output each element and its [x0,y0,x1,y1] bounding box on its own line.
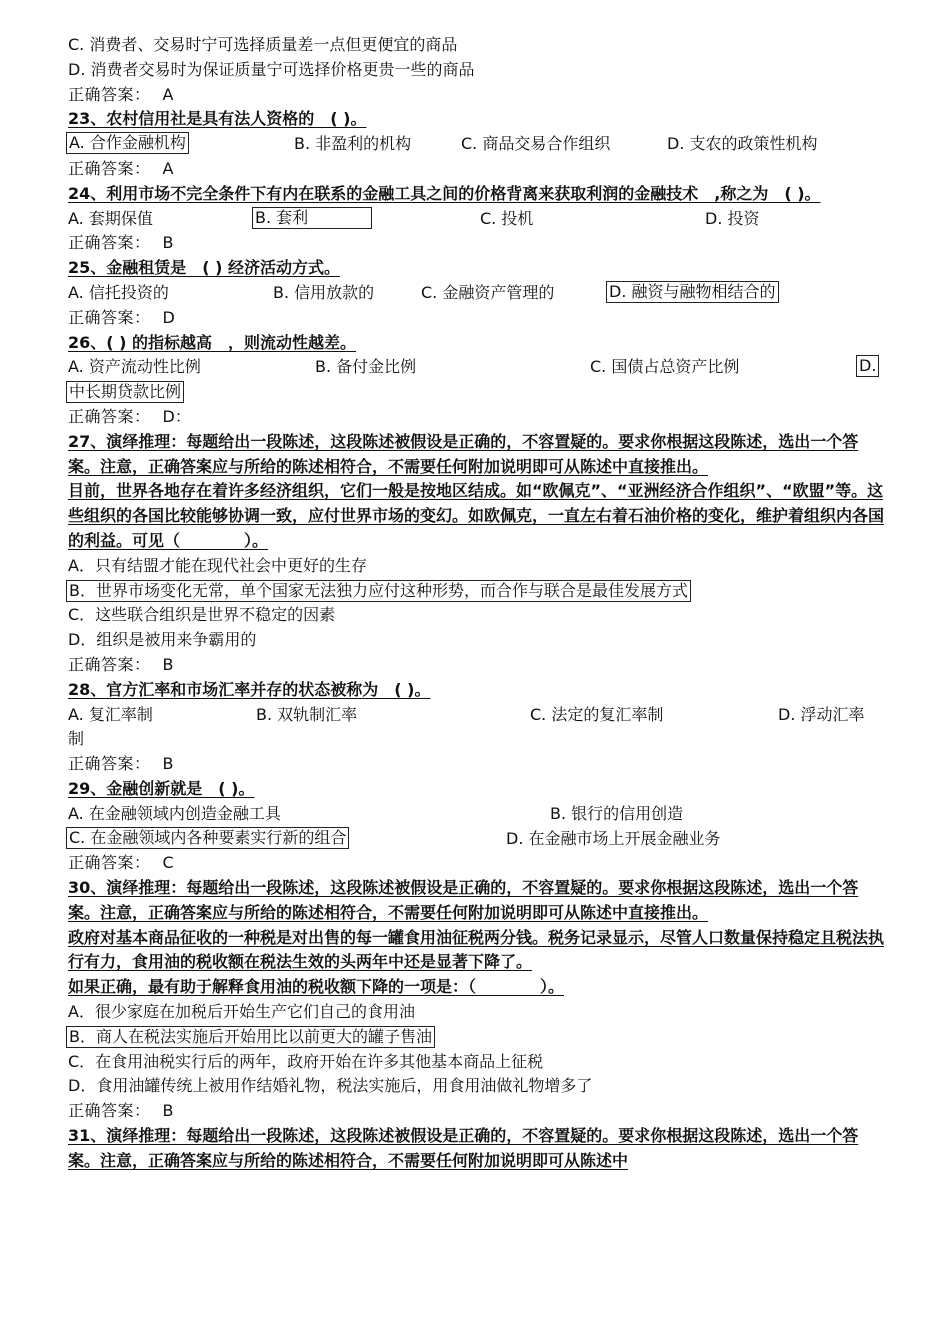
answer-line [68,83,884,108]
answer-value: B [162,1101,174,1121]
answer-label: 正确答案： [68,406,151,426]
option-30-a: A．很少家庭在加税后开始生产它们自己的食用油 [68,1002,415,1022]
answer-label: 正确答案： [68,158,151,178]
option-27-d: D．组织是被用来争霸用的 [68,630,257,650]
option-24-c: C. 投机 [480,208,534,228]
question-27-stem: 目前，世界各地存在着许多经济组织，它们一般是按地区结成。如“欧佩克”、“亚洲经济合作组织”、“欧盟”等。这些组织的各国比较能够协调一致，应付世界市场的变幻。如欧佩克，一直左右着石油价格的变化，维护着组织内各国的利益。可见（ ）。 [68,481,885,550]
question-29-options-row1 [68,802,884,827]
answer-label: 正确答案： [68,307,151,327]
option-26-c: C. 国债占总资产比例 [590,357,740,377]
question-29-options-row2 [68,827,884,852]
question-26-title: 26、( ) 的指标越高 ，则流动性越差。 [68,332,357,352]
option-25-d: D. 融资与融物相结合的 [606,281,779,303]
option-28-d: D. 浮动汇率 [778,704,865,724]
document-page [68,33,884,1174]
question-24-options [68,207,884,232]
answer-value: D [162,307,175,327]
question-25-options [68,281,884,306]
question-28-options [68,703,884,728]
question-28-title: 28、官方汇率和市场汇率并存的状态被称为 ( )。 [68,679,431,699]
answer-line [68,851,884,876]
answer-value: B [162,754,174,774]
option-25-a: A. 信托投资的 [68,282,169,302]
answer-value: B [162,233,174,253]
question-23-options [68,132,884,157]
option-24-a: A. 套期保值 [68,208,153,228]
option-27-b: B．世界市场变化无常，单个国家无法独力应付这种形势，而合作与联合是最佳发展方式 [66,580,691,602]
option-30-c: C．在食用油税实行后的两年，政府开始在许多其他基本商品上征税 [68,1051,544,1071]
answer-value: B [162,654,174,674]
question-27-title: 27、演绎推理：每题给出一段陈述，这段陈述被假设是正确的，不容置疑的。要求你根据这段陈述，选出一个答案。注意，正确答案应与所给的陈述相符合，不需要任何附加说明即可从陈述中直接推出。 [68,431,859,476]
option-26-d-continued: 中长期贷款比例 [66,381,184,403]
answer-line [68,157,884,182]
option-23-a: A. 合作金融机构 [66,132,189,154]
answer-value: A [162,84,174,104]
answer-label: 正确答案： [68,84,151,104]
option-28-a: A. 复汇率制 [68,704,153,724]
option-27-b-row [68,579,884,604]
option-29-d: D. 在金融市场上开展金融业务 [506,828,721,848]
answer-line [68,231,884,256]
option-28-c: C. 法定的复汇率制 [530,704,664,724]
answer-label: 正确答案： [68,1101,151,1121]
option-23-c: C. 商品交易合作组织 [461,134,611,154]
option-29-a: A. 在金融领域内创造金融工具 [68,803,281,823]
answer-line [68,306,884,331]
answer-line [68,752,884,777]
question-30-ask: 如果正确，最有助于解释食用油的税收额下降的一项是：（ ）。 [68,977,565,997]
answer-value: D： [162,406,191,426]
answer-value: A [162,158,174,178]
question-30-title: 30、演绎推理：每题给出一段陈述，这段陈述被假设是正确的，不容置疑的。要求你根据这段陈述，选出一个答案。注意，正确答案应与所给的陈述相符合，不需要任何附加说明即可从陈述中直接推出。 [68,878,859,922]
option-29-b: B. 银行的信用创造 [550,803,684,823]
option-26-d: D. [856,355,879,377]
option-25-b: B. 信用放款的 [273,282,375,302]
answer-label: 正确答案： [68,654,151,674]
question-23-title: 23、农村信用社是具有法人资格的 ( )。 [68,109,367,129]
question-24-title: 24、利用市场不完全条件下有内在联系的金融工具之间的价格背离来获取利润的金融技术 ,称之为 ( )。 [68,183,821,203]
option-30-d: D．食用油罐传统上被用作结婚礼物，税法实施后，用食用油做礼物增多了 [68,1076,593,1096]
question-26-options [68,355,884,380]
question-25-title: 25、金融租赁是 ( ) 经济活动方式。 [68,258,341,278]
option-30-b-row [68,1025,884,1050]
answer-line [68,1099,884,1124]
question-29-title: 29、金融创新就是 ( )。 [68,778,255,798]
option-24-d: D. 投资 [705,208,760,228]
answer-label: 正确答案： [68,233,151,253]
option-30-b: B．商人在税法实施后开始用比以前更大的罐子售油 [66,1026,435,1048]
option-28-d-continued: 制 [68,729,85,749]
option-27-a: A．只有结盟才能在现代社会中更好的生存 [68,555,367,575]
option-26-b: B. 备付金比例 [315,357,417,377]
option-25-c: C. 金融资产管理的 [421,282,555,302]
option-23-b: B. 非盈利的机构 [294,134,412,154]
answer-label: 正确答案： [68,853,151,873]
answer-line [68,405,884,430]
option-line: C. 消费者、交易时宁可选择质量差一点但更便宜的商品 [68,35,458,54]
question-31-title: 31、演绎推理：每题给出一段陈述，这段陈述被假设是正确的，不容置疑的。要求你根据这段陈述，选出一个答案。注意，正确答案应与所给的陈述相符合，不需要任何附加说明即可从陈述中 [68,1126,859,1170]
answer-value: C [162,853,174,873]
question-30-stem: 政府对基本商品征收的一种税是对出售的每一罐食用油征税两分钱。税务记录显示，尽管人口数量保持稳定且税法执行有力，食用油的税收额在税法生效的头两年中还是显著下降了。 [68,927,885,972]
option-line: D. 消费者交易时为保证质量宁可选择价格更贵一些的商品 [68,59,475,79]
option-23-d: D. 支农的政策性机构 [667,134,818,154]
answer-line [68,653,884,678]
answer-label: 正确答案： [68,754,151,774]
option-24-b: B. 套利 [252,207,372,229]
option-29-c: C. 在金融领域内各种要素实行新的组合 [66,827,349,849]
option-27-c: C．这些联合组织是世界不稳定的因素 [68,605,336,625]
option-26-a: A. 资产流动性比例 [68,357,201,377]
option-28-b: B. 双轨制汇率 [256,704,358,724]
question-26-option-d-cont [68,380,884,405]
